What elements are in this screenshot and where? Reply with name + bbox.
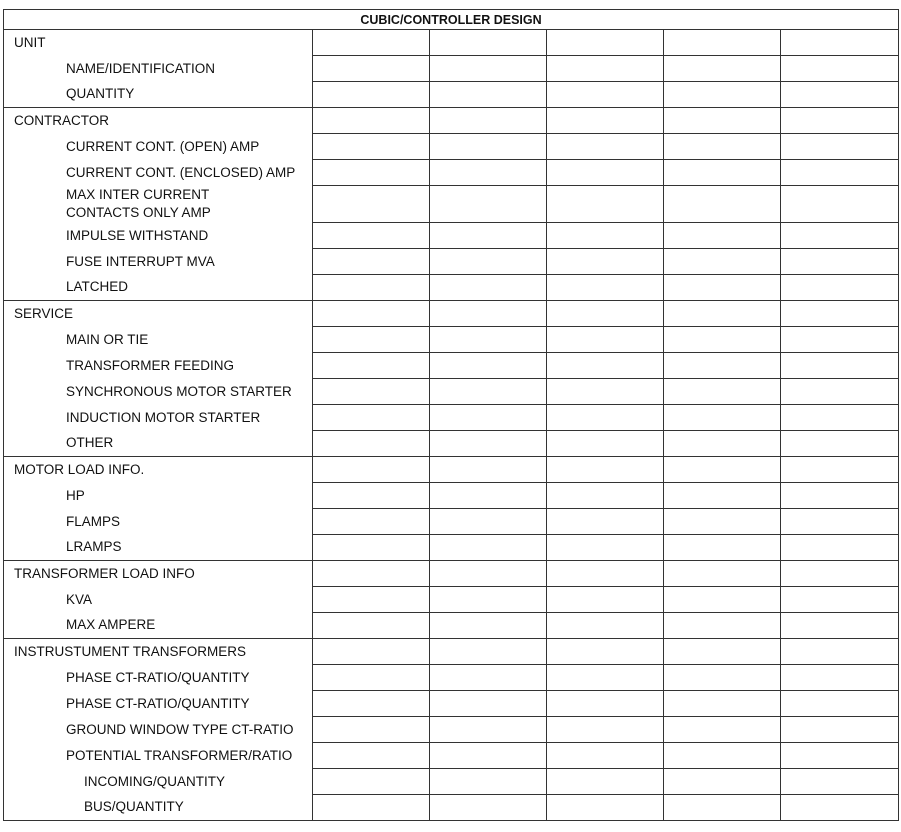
entry-cell[interactable] — [664, 457, 781, 483]
form-row — [4, 509, 899, 535]
entry-cell[interactable] — [547, 691, 664, 717]
entry-cell[interactable] — [547, 405, 664, 431]
entry-cell[interactable] — [664, 82, 781, 108]
entry-cell[interactable] — [664, 249, 781, 275]
item-label: LRAMPS — [4, 535, 313, 561]
entry-cell[interactable] — [313, 639, 430, 665]
item-label: FUSE INTERRUPT MVA — [4, 249, 313, 275]
entry-cell[interactable] — [547, 743, 664, 769]
entry-cell[interactable] — [313, 223, 430, 249]
entry-cell[interactable] — [313, 665, 430, 691]
entry-cell[interactable] — [664, 431, 781, 457]
entry-cell[interactable] — [430, 405, 547, 431]
entry-cell[interactable] — [547, 587, 664, 613]
entry-cell[interactable] — [547, 249, 664, 275]
entry-cell[interactable] — [781, 457, 899, 483]
entry-cell[interactable] — [313, 379, 430, 405]
form-row — [4, 743, 899, 769]
form-row — [4, 249, 899, 275]
entry-cell[interactable] — [781, 639, 899, 665]
section-heading: SERVICE — [4, 301, 313, 327]
entry-cell[interactable] — [664, 186, 781, 223]
entry-cell[interactable] — [313, 431, 430, 457]
form-row — [4, 134, 899, 160]
entry-cell[interactable] — [313, 613, 430, 639]
entry-cell[interactable] — [313, 82, 430, 108]
entry-cell[interactable] — [547, 301, 664, 327]
form-row — [4, 717, 899, 743]
entry-cell[interactable] — [430, 223, 547, 249]
section-heading: UNIT — [4, 30, 313, 56]
entry-cell[interactable] — [781, 587, 899, 613]
entry-cell[interactable] — [664, 743, 781, 769]
entry-cell[interactable] — [547, 431, 664, 457]
entry-cell[interactable] — [313, 405, 430, 431]
entry-cell[interactable] — [430, 56, 547, 82]
entry-cell[interactable] — [547, 457, 664, 483]
form-row — [4, 769, 899, 795]
form-row — [4, 160, 899, 186]
form-row — [4, 275, 899, 301]
form-row — [4, 223, 899, 249]
entry-cell[interactable] — [430, 301, 547, 327]
entry-cell[interactable] — [547, 795, 664, 821]
entry-cell[interactable] — [664, 134, 781, 160]
entry-cell[interactable] — [313, 587, 430, 613]
form-row — [4, 405, 899, 431]
item-label — [4, 186, 313, 223]
section-heading-row — [4, 301, 899, 327]
entry-cell[interactable] — [430, 186, 547, 223]
entry-cell[interactable] — [781, 249, 899, 275]
entry-cell[interactable] — [664, 301, 781, 327]
entry-cell[interactable] — [664, 639, 781, 665]
form-row — [4, 795, 899, 821]
form-row — [4, 56, 899, 82]
entry-cell[interactable] — [664, 327, 781, 353]
entry-cell[interactable] — [664, 379, 781, 405]
entry-cell[interactable] — [430, 431, 547, 457]
entry-cell[interactable] — [664, 353, 781, 379]
entry-cell[interactable] — [547, 275, 664, 301]
entry-cell[interactable] — [781, 134, 899, 160]
section-heading: INSTRUSTUMENT TRANSFORMERS — [4, 639, 313, 665]
entry-cell[interactable] — [664, 56, 781, 82]
entry-cell[interactable] — [547, 134, 664, 160]
entry-cell[interactable] — [664, 665, 781, 691]
item-label: QUANTITY — [4, 82, 313, 108]
entry-cell[interactable] — [781, 275, 899, 301]
entry-cell[interactable] — [430, 639, 547, 665]
form-row — [4, 483, 899, 509]
entry-cell[interactable] — [664, 483, 781, 509]
entry-cell[interactable] — [664, 795, 781, 821]
item-label: INDUCTION MOTOR STARTER — [4, 405, 313, 431]
entry-cell[interactable] — [781, 379, 899, 405]
entry-cell[interactable] — [430, 717, 547, 743]
entry-cell[interactable] — [781, 223, 899, 249]
item-label: MAIN OR TIE — [4, 327, 313, 353]
item-label: OTHER — [4, 431, 313, 457]
entry-cell[interactable] — [313, 509, 430, 535]
entry-cell[interactable] — [313, 186, 430, 223]
item-label-line: CONTACTS ONLY AMP — [66, 204, 211, 220]
entry-cell[interactable] — [781, 613, 899, 639]
entry-cell[interactable] — [781, 665, 899, 691]
entry-cell[interactable] — [664, 30, 781, 56]
entry-cell[interactable] — [430, 379, 547, 405]
entry-cell[interactable] — [781, 186, 899, 223]
form-row — [4, 431, 899, 457]
entry-cell[interactable] — [313, 249, 430, 275]
entry-cell[interactable] — [664, 160, 781, 186]
item-label: IMPULSE WITHSTAND — [4, 223, 313, 249]
entry-cell[interactable] — [430, 535, 547, 561]
entry-cell[interactable] — [547, 483, 664, 509]
item-label: GROUND WINDOW TYPE CT-RATIO — [4, 717, 313, 743]
entry-cell[interactable] — [781, 301, 899, 327]
item-label: HP — [4, 483, 313, 509]
form-row — [4, 587, 899, 613]
item-label: TRANSFORMER FEEDING — [4, 353, 313, 379]
entry-cell[interactable] — [313, 327, 430, 353]
section-heading-row — [4, 457, 899, 483]
table-title: CUBIC/CONTROLLER DESIGN — [4, 10, 899, 30]
entry-cell[interactable] — [547, 186, 664, 223]
item-label-line: MAX INTER CURRENT — [66, 186, 210, 202]
entry-cell[interactable] — [781, 108, 899, 134]
entry-cell[interactable] — [781, 561, 899, 587]
form-row — [4, 82, 899, 108]
entry-cell[interactable] — [664, 405, 781, 431]
entry-cell[interactable] — [781, 405, 899, 431]
entry-cell[interactable] — [430, 249, 547, 275]
entry-cell[interactable] — [430, 613, 547, 639]
entry-cell[interactable] — [313, 483, 430, 509]
entry-cell[interactable] — [547, 509, 664, 535]
entry-cell[interactable] — [664, 108, 781, 134]
entry-cell[interactable] — [313, 717, 430, 743]
section-heading: TRANSFORMER LOAD INFO — [4, 561, 313, 587]
entry-cell[interactable] — [664, 717, 781, 743]
entry-cell[interactable] — [664, 613, 781, 639]
section-heading-row — [4, 30, 899, 56]
form-row — [4, 327, 899, 353]
entry-cell[interactable] — [547, 639, 664, 665]
entry-cell[interactable] — [781, 431, 899, 457]
entry-cell[interactable] — [547, 82, 664, 108]
entry-cell[interactable] — [313, 535, 430, 561]
entry-cell[interactable] — [313, 134, 430, 160]
form-row — [4, 379, 899, 405]
entry-cell[interactable] — [313, 769, 430, 795]
form-row — [4, 665, 899, 691]
section-heading: CONTRACTOR — [4, 108, 313, 134]
entry-cell[interactable] — [313, 795, 430, 821]
entry-cell[interactable] — [781, 327, 899, 353]
form-row — [4, 353, 899, 379]
section-heading: MOTOR LOAD INFO. — [4, 457, 313, 483]
entry-cell[interactable] — [547, 160, 664, 186]
entry-cell[interactable] — [430, 327, 547, 353]
entry-cell[interactable] — [664, 509, 781, 535]
entry-cell[interactable] — [430, 30, 547, 56]
section-heading-row — [4, 639, 899, 665]
entry-cell[interactable] — [313, 275, 430, 301]
entry-cell[interactable] — [313, 108, 430, 134]
entry-cell[interactable] — [430, 665, 547, 691]
entry-cell[interactable] — [313, 353, 430, 379]
form-body — [4, 30, 899, 821]
entry-cell[interactable] — [313, 301, 430, 327]
entry-cell[interactable] — [664, 535, 781, 561]
form-row — [4, 535, 899, 561]
entry-cell[interactable] — [313, 457, 430, 483]
cubic-controller-design-table — [3, 9, 899, 821]
entry-cell[interactable] — [430, 483, 547, 509]
section-heading-row — [4, 108, 899, 134]
entry-cell[interactable] — [430, 691, 547, 717]
entry-cell[interactable] — [430, 108, 547, 134]
entry-cell[interactable] — [781, 82, 899, 108]
entry-cell[interactable] — [781, 691, 899, 717]
entry-cell[interactable] — [781, 483, 899, 509]
entry-cell[interactable] — [430, 769, 547, 795]
entry-cell[interactable] — [430, 587, 547, 613]
entry-cell[interactable] — [781, 160, 899, 186]
item-label: FLAMPS — [4, 509, 313, 535]
entry-cell[interactable] — [664, 691, 781, 717]
entry-cell[interactable] — [430, 82, 547, 108]
entry-cell[interactable] — [430, 457, 547, 483]
entry-cell[interactable] — [547, 379, 664, 405]
entry-cell[interactable] — [547, 535, 664, 561]
item-label: MAX AMPERE — [4, 613, 313, 639]
entry-cell[interactable] — [313, 561, 430, 587]
entry-cell[interactable] — [547, 561, 664, 587]
entry-cell[interactable] — [430, 275, 547, 301]
item-label: POTENTIAL TRANSFORMER/RATIO — [4, 743, 313, 769]
sub-item-label: INCOMING/QUANTITY — [4, 769, 313, 795]
entry-cell[interactable] — [781, 743, 899, 769]
item-label: NAME/IDENTIFICATION — [4, 56, 313, 82]
entry-cell[interactable] — [547, 30, 664, 56]
item-label: LATCHED — [4, 275, 313, 301]
entry-cell[interactable] — [313, 56, 430, 82]
item-label: SYNCHRONOUS MOTOR STARTER — [4, 379, 313, 405]
entry-cell[interactable] — [781, 769, 899, 795]
entry-cell[interactable] — [547, 769, 664, 795]
item-label: CURRENT CONT. (OPEN) AMP — [4, 134, 313, 160]
entry-cell[interactable] — [430, 561, 547, 587]
entry-cell[interactable] — [313, 160, 430, 186]
entry-cell[interactable] — [664, 561, 781, 587]
item-label: PHASE CT-RATIO/QUANTITY — [4, 691, 313, 717]
entry-cell[interactable] — [781, 30, 899, 56]
entry-cell[interactable] — [781, 353, 899, 379]
entry-cell[interactable] — [781, 795, 899, 821]
entry-cell[interactable] — [430, 743, 547, 769]
form-row — [4, 691, 899, 717]
entry-cell[interactable] — [547, 108, 664, 134]
design-form-sheet — [3, 9, 898, 821]
entry-cell[interactable] — [547, 353, 664, 379]
item-label: CURRENT CONT. (ENCLOSED) AMP — [4, 160, 313, 186]
entry-cell[interactable] — [313, 691, 430, 717]
entry-cell[interactable] — [547, 665, 664, 691]
entry-cell[interactable] — [547, 717, 664, 743]
entry-cell[interactable] — [664, 223, 781, 249]
entry-cell[interactable] — [781, 509, 899, 535]
form-row — [4, 186, 899, 223]
entry-cell[interactable] — [547, 613, 664, 639]
entry-cell[interactable] — [430, 795, 547, 821]
entry-cell[interactable] — [664, 275, 781, 301]
entry-cell[interactable] — [664, 769, 781, 795]
entry-cell[interactable] — [781, 56, 899, 82]
item-label: PHASE CT-RATIO/QUANTITY — [4, 665, 313, 691]
entry-cell[interactable] — [430, 134, 547, 160]
entry-cell[interactable] — [313, 30, 430, 56]
entry-cell[interactable] — [664, 587, 781, 613]
entry-cell[interactable] — [547, 56, 664, 82]
entry-cell[interactable] — [547, 223, 664, 249]
entry-cell[interactable] — [781, 717, 899, 743]
entry-cell[interactable] — [781, 535, 899, 561]
entry-cell[interactable] — [430, 509, 547, 535]
section-heading-row — [4, 561, 899, 587]
entry-cell[interactable] — [430, 353, 547, 379]
form-row — [4, 613, 899, 639]
entry-cell[interactable] — [430, 160, 547, 186]
sub-item-label: BUS/QUANTITY — [4, 795, 313, 821]
entry-cell[interactable] — [313, 743, 430, 769]
item-label: KVA — [4, 587, 313, 613]
entry-cell[interactable] — [547, 327, 664, 353]
